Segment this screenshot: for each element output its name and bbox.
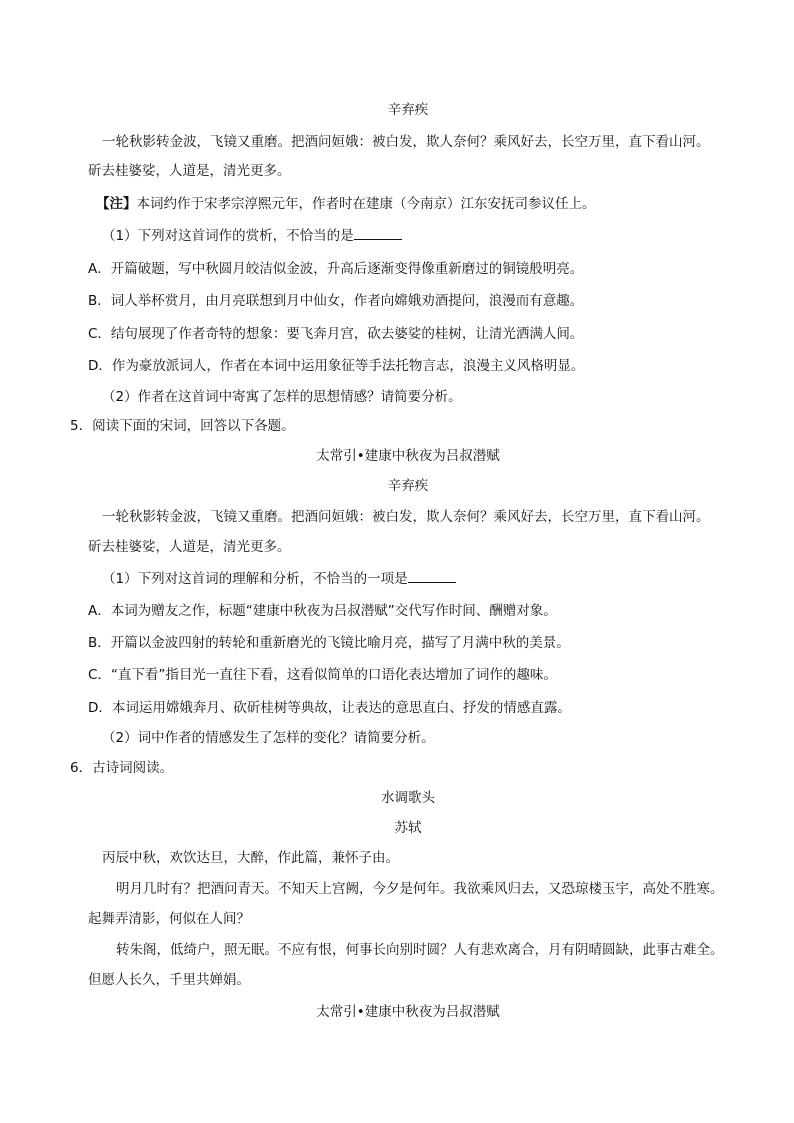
- note: [96, 195, 596, 213]
- section-heading: 5．阅读下面的宋词，回答以下各题。: [70, 418, 295, 434]
- poem-line: 明月几时有？把酒问青天。不知天上宫阙，今夕是何年。我欲乘风归去，又恐琼楼玉宇，高处不胜寒。: [116, 881, 724, 897]
- poem-preface: 丙辰中秋，欢饮达旦，大醉，作此篇，兼怀子由。: [102, 850, 399, 866]
- poem-line: 但愿人长久，千里共婵娟。: [88, 972, 250, 988]
- section-heading: 6．古诗词阅读。: [70, 760, 174, 776]
- option-d: D．本词运用嫦娥奔月、砍斫桂树等典故，让表达的意思直白、抒发的情感直露。: [88, 700, 571, 716]
- poem-author: 辛弃疾: [387, 478, 429, 494]
- option-c: C．“直下看”指目光一直往下看，这看似简单的口语化表达增加了词作的趣味。: [88, 667, 557, 683]
- note-text: 本词约作于宋孝宗淳熙元年，作者时在建康（今南京）江东安抚司参议任上。: [136, 196, 596, 212]
- question: [102, 570, 456, 588]
- option-d: D．作为豪放派词人，作者在本词中运用象征等手法托物言志，浪漫主义风格明显。: [88, 358, 585, 374]
- poem-author: 苏轼: [394, 820, 422, 836]
- poem-title: 水调歌头: [381, 790, 435, 806]
- option-b: B．开篇以金波四射的转轮和重新磨光的飞镜比喻月亮，描写了月满中秋的美景。: [88, 635, 570, 651]
- option-b: B．词人举杯赏月，由月亮联想到月中仙女，作者向嫦娥劝酒提问，浪漫而有意趣。: [88, 293, 584, 309]
- poem-line: 斫去桂婆娑，人道是，清光更多。: [88, 539, 291, 555]
- answer-blank: [408, 570, 456, 583]
- poem-author: 辛弃疾: [387, 102, 429, 118]
- option-a: A．本词为赠友之作，标题“建康中秋夜为吕叔潜赋”交代写作时间、酬赠对象。: [88, 603, 557, 619]
- poem-line: 斫去桂婆娑，人道是，清光更多。: [88, 163, 291, 179]
- question-text: （1）下列对这首词作的赏析，不恰当的是: [102, 228, 354, 244]
- poem-title: 太常引•建康中秋夜为吕叔潜赋: [316, 1004, 500, 1020]
- option-a: A．开篇破题，写中秋圆月皎洁似金波，升高后逐渐变得像重新磨过的铜镜般明亮。: [88, 261, 584, 277]
- question: （2）词中作者的情感发生了怎样的变化？请简要分析。: [102, 730, 435, 746]
- poem-line: 一轮秋影转金波，飞镜又重磨。把酒问姮娥：被白发，欺人奈何？乘风好去，长空万里，直下看山河。: [102, 134, 710, 150]
- poem-line: 转朱阁，低绮户，照无眠。不应有恨，何事长向别时圆？人有悲欢离合，月有阴晴圆缺，此事古难全。: [116, 942, 724, 958]
- question-text: （1）下列对这首词的理解和分析，不恰当的一项是: [102, 571, 408, 587]
- question: [102, 227, 402, 245]
- poem-line: 起舞弄清影，何似在人间？: [88, 911, 250, 927]
- poem-title: 太常引•建康中秋夜为吕叔潜赋: [316, 448, 500, 464]
- option-c: C．结句展现了作者奇特的想象：要飞奔月宫，砍去婆娑的桂树，让清光洒满人间。: [88, 326, 584, 342]
- note-label: 【注】: [96, 196, 137, 212]
- question: （2）作者在这首词中寄寓了怎样的思想情感？请简要分析。: [102, 389, 462, 405]
- answer-blank: [354, 227, 402, 240]
- poem-line: 一轮秋影转金波，飞镜又重磨。把酒问姮娥：被白发，欺人奈何？乘风好去，长空万里，直下看山河。: [102, 509, 710, 525]
